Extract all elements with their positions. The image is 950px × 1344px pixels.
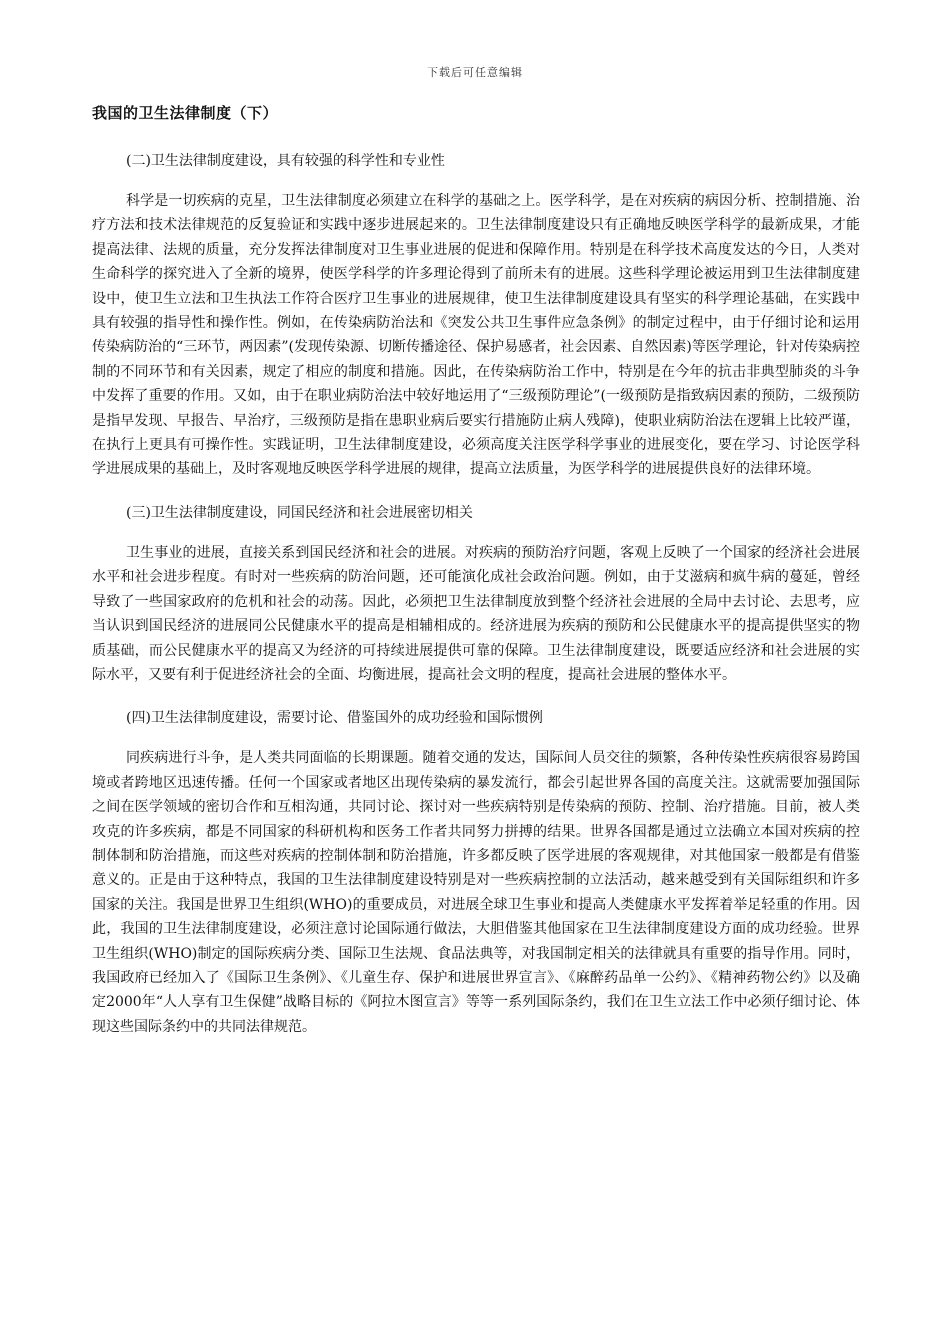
section-2 [92, 148, 860, 482]
section-heading: (二)卫生法律制度建设，具有较强的科学性和专业性 [126, 153, 445, 169]
section-heading: (三)卫生法律制度建设，同国民经济和社会进展密切相关 [126, 504, 473, 521]
section-paragraph: 科学是一切疾病的克星，卫生法律制度必须建立在科学的基础之上。医学科学，是在对疾病的病因分析、控制措施、治疗方法和技术法律规范的反复验证和实践中逐步进展起来的。卫生法律制度建设只有正确地反映医学科学的最新成果，才能提高法律、法规的质量，充分发挥法律制度对卫生事业进展的促进和保障作用。特别是在科学技术高度发达的今日，人类对生命科学的探究进入了全新的境界，使医学科学的许多理论得到了前所未有的进展。这些科学理论被运用到卫生法律制度建设中，使卫生立法和卫生执法工作符合医疗卫生事业的进展规律，使卫生法律制度建设具有坚实的科学理论基础，在实践中具有较强的指导性和操作性。例如，在传染病防治法和《突发公共卫生事件应急条例》的制定过程中，由于仔细讨论和运用传染病防治的“三环节，两因素”(发现传染源、切断传播途径、保护易感者，社会因素、自然因素)等医学理论，针对传染病控制的不同环节和有关因素，规定了相应的制度和措施。因此，在传染病防治工作中，特别是在今年的抗击非典型肺炎的斗争中发挥了重要的作用。又如，由于在职业病防治法中较好地运用了“三级预防理论”(一级预防是指致病因素的预防，二级预防是指早发现、早报告、早治疗，三级预防是指在患职业病后要实行措施防止病人残障)，使职业病防治法在逻辑上比较严谨，在执行上更具有可操作性。实践证明，卫生法律制度建设，必须高度关注医学科学事业的进展变化，要在学习、讨论医学科学进展成果的基础上，及时客观地反映医学科学进展的规律，提高立法质量，为医学科学的进展提供良好的法律环境。 [92, 193, 860, 478]
section-heading: (四)卫生法律制度建设，需要讨论、借鉴国外的成功经验和国际惯例 [126, 710, 543, 727]
header-note: 下载后可任意编辑 [427, 66, 523, 79]
section-4 [92, 705, 860, 1039]
section-paragraph: 同疾病进行斗争，是人类共同面临的长期课题。随着交通的发达，国际间人员交往的频繁，各种传染性疾病很容易跨国境或者跨地区迅速传播。任何一个国家或者地区出现传染病的暴发流行，都会引起世界各国的高度关注。这就需要加强国际之间在医学领域的密切合作和互相沟通，共同讨论、探讨对一些疾病特别是传染病的预防、控制、治疗措施。目前，被人类攻克的许多疾病，都是不同国家的科研机构和医务工作者共同努力拼搏的结果。世界各国都是通过立法确立本国对疾病的控制体制和防治措施，而这些对疾病的控制体制和防治措施，许多都反映了医学进展的客观规律，对其他国家一般都是有借鉴意义的。正是由于这种特点，我国的卫生法律制度建设特别是对一些疾病控制的立法活动，越来越受到有关国际组织和许多国家的关注。我国是世界卫生组织(WHO)的重要成员，对进展全球卫生事业和提高人类健康水平发挥着举足轻重的作用。因此，我国的卫生法律制度建设，必须注意讨论国际通行做法，大胆借鉴其他国家在卫生法律制度建设方面的成功经验。世界卫生组织(WHO)制定的国际疾病分类、国际卫生法规、食品法典等，对我国制定相关的法律就具有重要的指导作用。同时，我国政府已经加入了《国际卫生条例》、《儿童生存、保护和进展世界宣言》、《麻醉药品单一公约》、《精神药物公约》以及确定2000年“人人享有卫生保健”战略目标的《阿拉木图宣言》等等一系列国际条约，我们在卫生立法工作中必须仔细讨论、体现这些国际条约中的共同法律规范。 [92, 750, 860, 1035]
section-3 [92, 500, 860, 687]
document-body [92, 148, 860, 1057]
document-title: 我国的卫生法律制度（下） [92, 104, 279, 122]
section-paragraph: 卫生事业的进展，直接关系到国民经济和社会的进展。对疾病的预防治疗问题，客观上反映了一个国家的经济社会进展水平和社会进步程度。有时对一些疾病的防治问题，还可能演化成社会政治问题。例如，由于艾滋病和疯牛病的蔓延，曾经导致了一些国家政府的危机和社会的动荡。因此，必须把卫生法律制度放到整个经济社会进展的全局中去讨论、去思考，应当认识到国民经济的进展同公民健康水平的提高是相辅相成的。经济进展为疾病的预防和公民健康水平的提高提供坚实的物质基础，而公民健康水平的提高又为经济的可持续进展提供可靠的保障。卫生法律制度建设，既要适应经济和社会进展的实际水平，又要有利于促进经济社会的全面、均衡进展，提高社会文明的程度，提高社会进展的整体水平。 [92, 544, 860, 683]
